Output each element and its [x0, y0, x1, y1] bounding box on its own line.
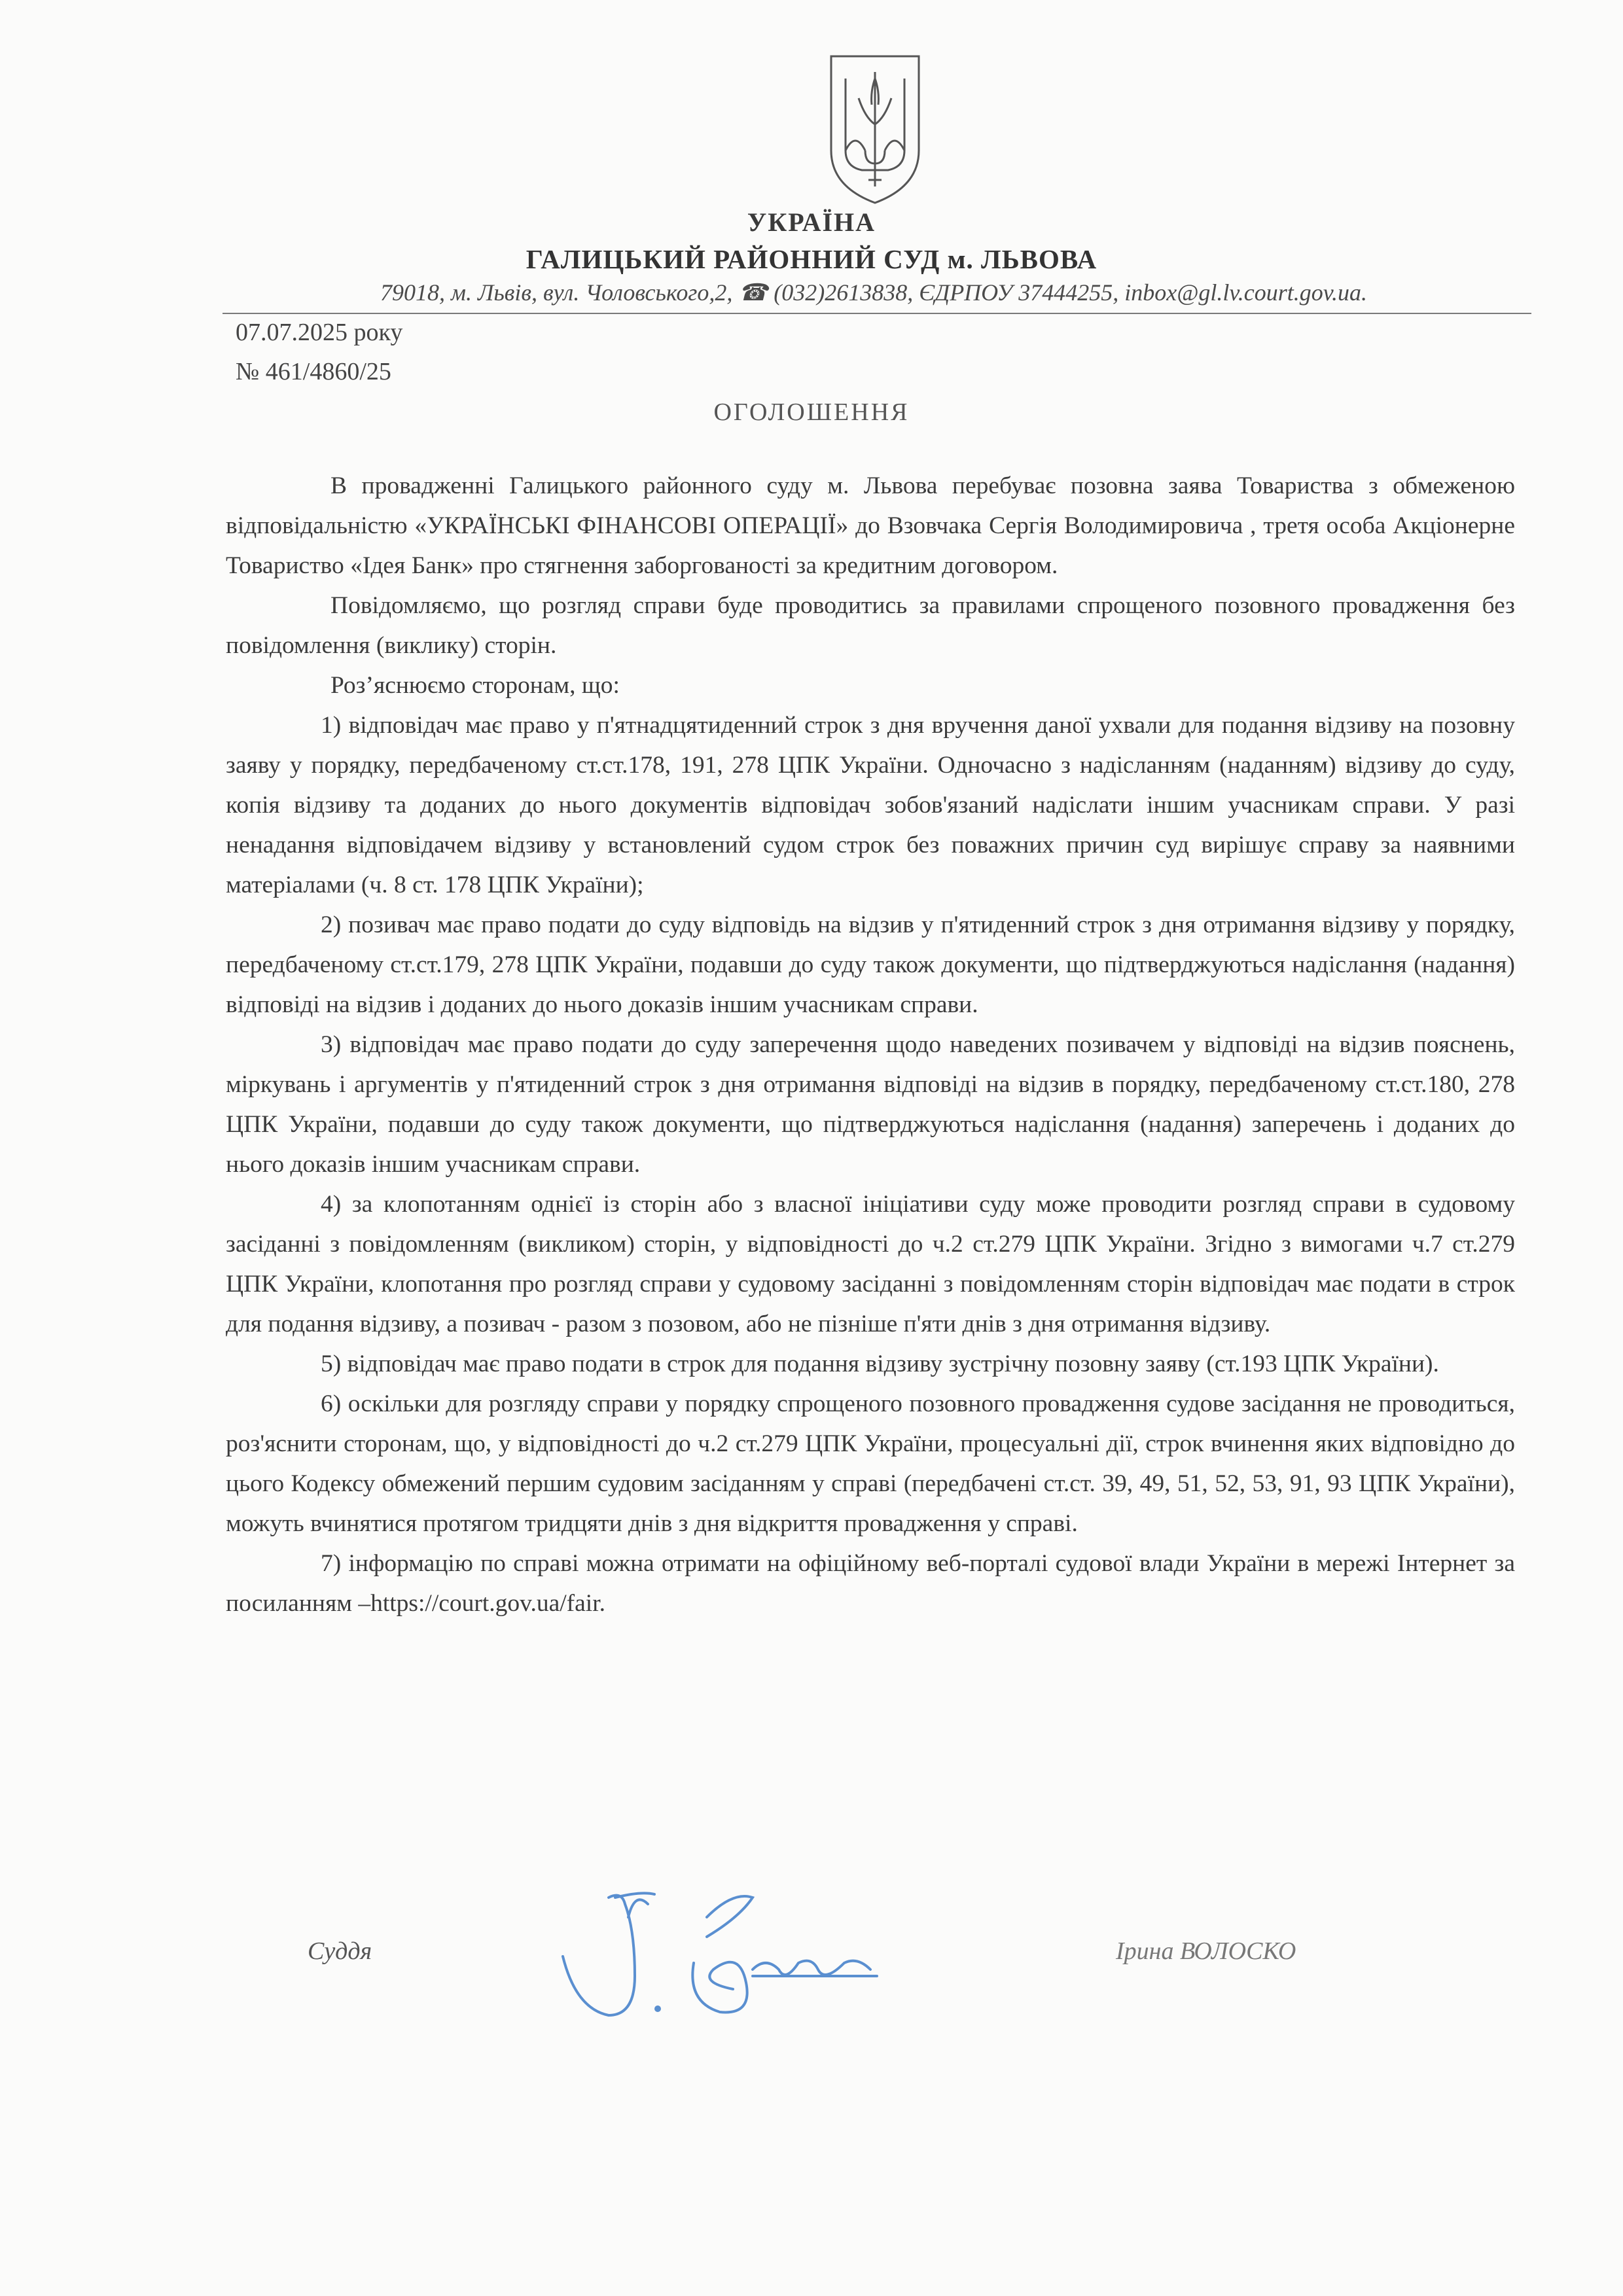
header-address: 79018, м. Львів, вул. Чоловського,2, ☎ (032)2613838, ЄДРПОУ 37444255, inbox@gl.lv.court.gov.ua.: [380, 279, 1368, 306]
paragraph-item-1: 1) відповідач має право у п'ятнадцятиденний строк з дня вручення даної ухвали для подання відзиву на позовну заяву у порядку, передбаченому ст.ст.178, 191, 278 ЦПК України. Одночасно з надісланням (наданням) відзиву до суду, копія відзиву та доданих до нього документів відповідач зобов'язаний надіслати іншим учасникам справи. У разі ненадання відповідачем відзиву у встановлений судом строк без поважних причин суд вирішує справу за наявними матеріалами (ч. 8 ст. 178 ЦПК України);: [226, 712, 1515, 898]
header-divider: [223, 313, 1531, 314]
judge-name: Ірина ВОЛОСКО: [1116, 1937, 1296, 1965]
paragraph-item-4: 4) за клопотанням однієї із сторін або з власної ініціативи суду може проводити розгляд справи в судовому засіданні з повідомленням (викликом) сторін, у відповідності до ч.2 ст.279 ЦПК України. Згідно з вимогами ч.7 ст.279 ЦПК України, клопотання про розгляд справи у судовому засіданні з повідомленням сторін відповідач має подати в строк для подання відзиву, а позивач - разом з позовом, або не пізніше п'яти днів з дня отримання відзиву.: [226, 1191, 1515, 1337]
signature-block: [0, 1937, 1623, 2068]
paragraph-item-3: 3) відповідач має право подати до суду заперечення щодо наведених позивачем у відповіді на відзив пояснень, міркувань і аргументів у п'ятиденний строк з дня отримання відповіді на відзив в порядку, передбаченому ст.ст.180, 278 ЦПК України, подавши до суду також документи, що підтверджуються надіслання (надання) заперечень і доданих до нього доказів іншим учасникам справи.: [226, 1031, 1515, 1178]
document-body: [226, 466, 1515, 1623]
handwritten-signature-icon: [537, 1878, 890, 2048]
document-title: ОГОЛОШЕННЯ: [713, 398, 910, 426]
paragraph-item-6: 6) оскільки для розгляду справи у порядку спрощеного позовного провадження судове засідання не проводиться, роз'яснити сторонам, що, у відповідності до ч.2 ст.279 ЦПК України, процесуальні дії, строк вчинення яких відповідно до цього Кодексу обмежений першим судовим засіданням у справі (передбачені ст.ст. 39, 49, 51, 52, 53, 91, 93 ЦПК України), можуть вчинятися протягом тридцяти днів з дня відкриття провадження у справі.: [226, 1390, 1515, 1537]
document-date: 07.07.2025 року: [236, 319, 403, 346]
paragraph-intro: В провадженні Галицького районного суду м. Львова перебуває позовна заява Товариства з обмеженою відповідальністю «УКРАЇНСЬКІ ФІНАНСОВІ ОПЕРАЦІЇ» до Взовчака Сергія Володимировича , третя особа Акціонерне Товариство «Ідея Банк» про стягнення заборгованості за кредитним договором.: [226, 472, 1515, 579]
paragraph-item-2: 2) позивач має право подати до суду відповідь на відзив у п'ятиденний строк з дня отримання відзиву у порядку, передбаченому ст.ст.179, 278 ЦПК України, подавши до суду також документи, що підтверджуються надіслання (надання) відповіді на відзив і доданих до нього доказів іншим учасникам справи.: [226, 911, 1515, 1018]
header-court-name: ГАЛИЦЬКИЙ РАЙОННИЙ СУД м. ЛЬВОВА: [526, 244, 1097, 274]
judge-label: Суддя: [308, 1937, 372, 1965]
header-country: УКРАЇНА: [747, 207, 876, 237]
paragraph-item-5: 5) відповідач має право подати в строк для подання відзиву зустрічну позовну заяву (ст.193 ЦПК України).: [321, 1351, 1439, 1377]
paragraph-item-7: 7) інформацію по справі можна отримати на офіційному веб-порталі судової влади України в мережі Інтернет за посиланням –https://court.gov.ua/fair.: [226, 1550, 1515, 1617]
trident-emblem-icon: [826, 52, 924, 207]
case-number: № 461/4860/25: [236, 358, 391, 385]
paragraph-notice: Повідомляємо, що розгляд справи буде проводитись за правилами спрощеного позовного провадження без повідомлення (виклику) сторін.: [226, 592, 1515, 659]
paragraph-clarification: Роз’яснюємо сторонам, що:: [330, 672, 620, 699]
